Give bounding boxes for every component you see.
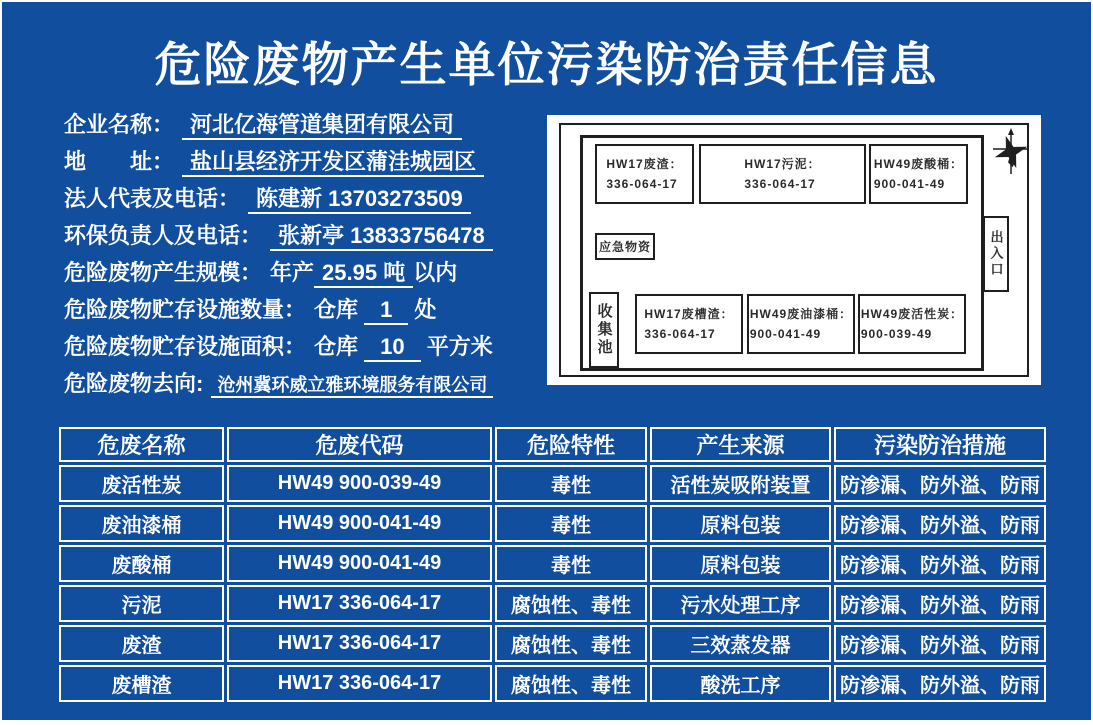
cell-hazard-trait: 毒性 <box>495 505 647 542</box>
storage-area-box-tank-residue <box>635 294 743 354</box>
cell-source: 原料包装 <box>650 505 831 542</box>
storage-area-box-paint-barrel <box>747 294 855 354</box>
col-header-prevention: 污染防治措施 <box>834 427 1046 462</box>
info-value: 陈建新 13703273509 <box>248 186 471 214</box>
info-row-company-name <box>64 106 544 143</box>
cell-waste-code: HW49 900-039-49 <box>227 465 492 502</box>
site-layout-diagram <box>547 115 1041 385</box>
cell-waste-code: HW17 336-064-17 <box>227 665 492 702</box>
storage-box-code: 336-064-17 <box>644 327 716 341</box>
cell-waste-code: HW17 336-064-17 <box>227 625 492 662</box>
storage-box-code: 900-039-49 <box>860 327 933 341</box>
compass-north-icon <box>990 127 1032 177</box>
storage-area-box-sludge <box>699 144 866 204</box>
storage-box-code: 336-064-17 <box>744 177 816 191</box>
company-info-block <box>64 106 544 402</box>
info-label: 法人代表及电话： <box>64 186 241 211</box>
cell-hazard-trait: 腐蚀性、毒性 <box>495 665 647 702</box>
storage-box-label: HW17废槽渣： <box>644 306 734 321</box>
storage-box-label: HW17废渣： <box>606 156 683 171</box>
info-suffix: 处 <box>414 297 437 322</box>
cell-prevention: 防渗漏、防外溢、防雨 <box>834 545 1046 582</box>
cell-waste-code: HW17 336-064-17 <box>227 585 492 622</box>
hazardous-waste-table <box>56 424 1049 705</box>
cell-prevention: 防渗漏、防外溢、防雨 <box>834 585 1046 622</box>
col-header-waste-name: 危废名称 <box>59 427 224 462</box>
cell-source: 污水处理工序 <box>650 585 831 622</box>
cell-hazard-trait: 毒性 <box>495 545 647 582</box>
col-header-hazard-trait: 危险特性 <box>495 427 647 462</box>
cell-prevention: 防渗漏、防外溢、防雨 <box>834 665 1046 702</box>
info-label: 危险废物去向: <box>64 371 204 396</box>
table-row <box>59 625 1046 662</box>
info-row-waste-destination <box>64 365 544 402</box>
info-row-env-officer-phone <box>64 217 544 254</box>
entrance-exit-box <box>983 216 1009 292</box>
info-label: 危险废物产生规模： <box>64 260 263 285</box>
storage-area-box-acid-barrel <box>869 144 968 204</box>
storage-box-code: 336-064-17 <box>606 177 678 191</box>
cell-hazard-trait: 腐蚀性、毒性 <box>495 625 647 662</box>
cell-waste-code: HW49 900-041-49 <box>227 545 492 582</box>
cell-source: 酸洗工序 <box>650 665 831 702</box>
cell-waste-name: 废活性炭 <box>59 465 224 502</box>
storage-box-code: 900-041-49 <box>873 177 946 191</box>
page-title: 危险废物产生单位污染防治责任信息 <box>154 38 939 91</box>
info-value: 沧州冀环威立雅环境服务有限公司 <box>211 375 493 398</box>
cell-source: 原料包装 <box>650 545 831 582</box>
info-value: 10 <box>364 334 420 362</box>
col-header-source: 产生来源 <box>650 427 831 462</box>
info-label: 危险废物贮存设施数量： <box>64 297 307 322</box>
info-suffix: 平方米 <box>426 334 493 359</box>
info-row-production-scale <box>64 254 544 291</box>
cell-waste-name: 废油漆桶 <box>59 505 224 542</box>
info-value: 河北亿海管道集团有限公司 <box>182 112 462 140</box>
info-label: 危险废物贮存设施面积： <box>64 334 307 359</box>
emergency-supplies-box <box>595 233 655 260</box>
table-header-row <box>59 427 1046 462</box>
col-header-waste-code: 危废代码 <box>227 427 492 462</box>
emergency-supplies-label: 应急物资 <box>598 240 651 254</box>
info-value: 25.95 吨 <box>314 260 413 288</box>
table-row <box>59 585 1046 622</box>
board-background <box>2 2 1091 720</box>
cell-waste-name: 废酸桶 <box>59 545 224 582</box>
cell-hazard-trait: 毒性 <box>495 465 647 502</box>
cell-hazard-trait: 腐蚀性、毒性 <box>495 585 647 622</box>
cell-prevention: 防渗漏、防外溢、防雨 <box>834 505 1046 542</box>
info-row-legal-rep-phone <box>64 180 544 217</box>
info-value: 盐山县经济开发区蒲洼城园区 <box>182 149 484 177</box>
info-row-storage-count <box>64 291 544 328</box>
storage-box-label: HW17污泥： <box>744 156 821 171</box>
info-label: 企业名称： <box>64 112 175 137</box>
collection-pool-box <box>589 292 619 368</box>
cell-waste-code: HW49 900-041-49 <box>227 505 492 542</box>
info-prefix: 仓库 <box>314 334 359 359</box>
table-row <box>59 665 1046 702</box>
storage-area-box-slag <box>595 144 694 204</box>
cell-source: 三效蒸发器 <box>650 625 831 662</box>
table-row <box>59 505 1046 542</box>
info-value: 1 <box>364 297 408 325</box>
cell-prevention: 防渗漏、防外溢、防雨 <box>834 625 1046 662</box>
storage-box-label: HW49废油漆桶： <box>749 306 853 321</box>
entrance-exit-label: 出入口 <box>988 230 1004 278</box>
info-label: 环保负责人及电话： <box>64 223 263 248</box>
info-label: 地 址： <box>64 149 175 174</box>
storage-box-code: 900-041-49 <box>749 327 822 341</box>
cell-source: 活性炭吸附装置 <box>650 465 831 502</box>
cell-prevention: 防渗漏、防外溢、防雨 <box>834 465 1046 502</box>
cell-waste-name: 污泥 <box>59 585 224 622</box>
collection-pool-label: 收集池 <box>595 303 613 357</box>
cell-waste-name: 废槽渣 <box>59 665 224 702</box>
cell-waste-name: 废渣 <box>59 625 224 662</box>
storage-box-label: HW49废活性炭： <box>860 306 964 321</box>
info-suffix: 以内 <box>413 260 458 285</box>
storage-area-box-activated-carbon <box>858 294 966 354</box>
info-prefix: 年产 <box>270 260 315 285</box>
table-row <box>59 465 1046 502</box>
storage-box-label: HW49废酸桶： <box>873 156 964 171</box>
info-row-address <box>64 143 544 180</box>
info-value: 张新亭 13833756478 <box>270 223 493 251</box>
info-row-storage-area <box>64 328 544 365</box>
table-row <box>59 545 1046 582</box>
info-prefix: 仓库 <box>314 297 359 322</box>
